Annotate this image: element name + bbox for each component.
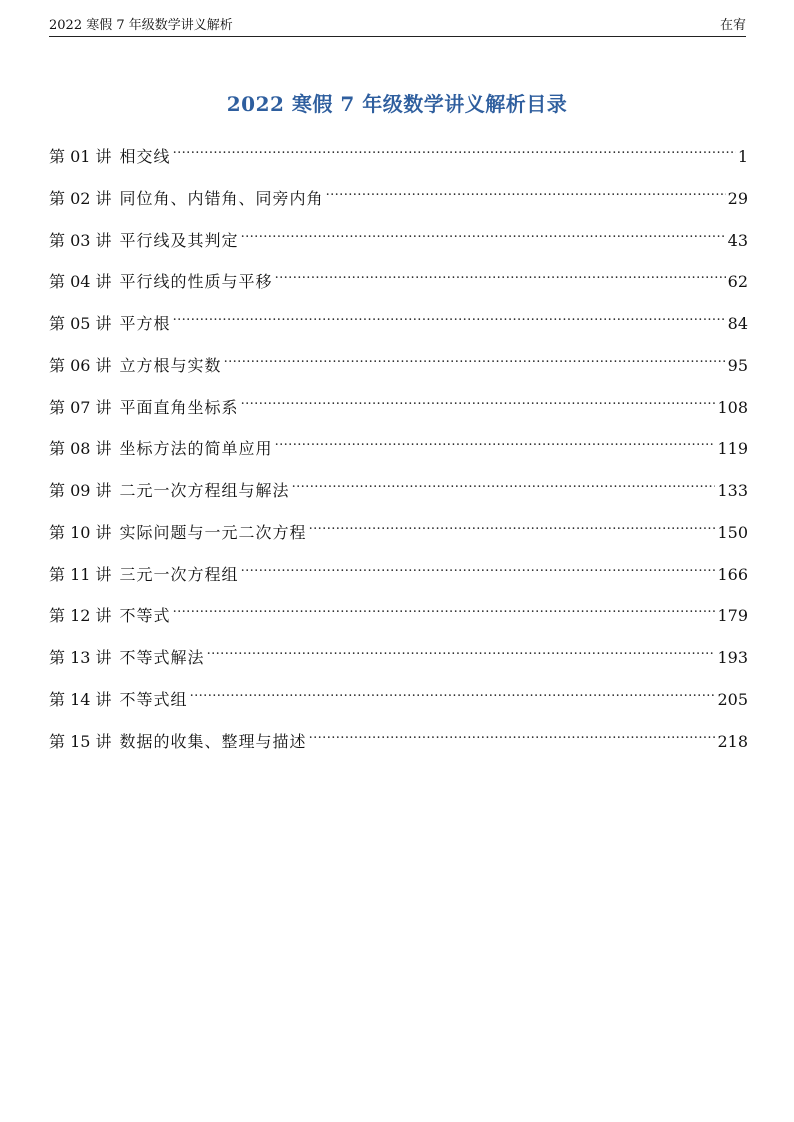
toc-entry[interactable] xyxy=(49,259,748,301)
toc-entry-title: 实际问题与一元二次方程 xyxy=(119,522,307,542)
toc-dot-leader xyxy=(207,635,716,663)
toc-entry-title: 坐标方法的简单应用 xyxy=(119,439,273,459)
toc-entry-title: 二元一次方程组与解法 xyxy=(119,481,290,500)
toc-entry-title: 不等式 xyxy=(119,606,171,626)
toc-dot-leader xyxy=(309,719,716,747)
toc-entry-number: 第 05 讲 xyxy=(49,314,112,333)
toc-entry-title: 平行线的性质与平移 xyxy=(119,272,273,292)
toc-dot-leader xyxy=(173,134,736,162)
toc-entry-title: 数据的收集、整理与描述 xyxy=(119,731,307,751)
header-document-title: 2022 寒假 7 年级数学讲义解析 xyxy=(49,18,233,33)
header-author: 在宥 xyxy=(719,18,746,33)
toc-dot-leader xyxy=(224,343,726,371)
toc-dot-leader xyxy=(241,218,726,246)
toc-entry-number: 第 03 讲 xyxy=(49,230,112,250)
toc-entry-number: 第 07 讲 xyxy=(49,397,112,417)
toc-entry[interactable] xyxy=(49,301,748,343)
toc-entry[interactable] xyxy=(49,468,748,510)
toc-entry-title: 平行线及其判定 xyxy=(119,230,239,250)
table-of-contents xyxy=(49,134,748,760)
toc-entry-page-number: 218 xyxy=(717,731,748,751)
toc-entry-page-number: 84 xyxy=(727,314,748,333)
toc-entry-page-number: 95 xyxy=(727,355,748,375)
toc-entry-title: 不等式解法 xyxy=(119,648,205,667)
toc-dot-leader xyxy=(241,552,716,580)
toc-dot-leader xyxy=(326,176,726,204)
toc-entry-title: 不等式组 xyxy=(119,689,188,709)
toc-dot-leader xyxy=(275,259,726,287)
toc-entry-page-number: 133 xyxy=(717,481,748,500)
toc-title: 2022 寒假 7 年级数学讲义解析目录 xyxy=(226,92,568,116)
toc-entry-number: 第 08 讲 xyxy=(49,439,112,459)
toc-dot-leader xyxy=(241,385,716,413)
toc-entry-title: 三元一次方程组 xyxy=(119,564,239,584)
toc-entry-title: 平面直角坐标系 xyxy=(119,397,239,417)
toc-entry-number: 第 04 讲 xyxy=(49,272,112,292)
toc-entry-page-number: 150 xyxy=(717,522,748,542)
toc-dot-leader xyxy=(190,677,716,705)
toc-entry-number: 第 15 讲 xyxy=(49,731,112,751)
toc-entry-number: 第 02 讲 xyxy=(49,188,112,208)
toc-entry[interactable] xyxy=(49,426,748,468)
toc-entry-title: 立方根与实数 xyxy=(119,355,222,375)
toc-entry-title: 平方根 xyxy=(119,314,171,333)
toc-dot-leader xyxy=(173,593,716,621)
toc-entry[interactable] xyxy=(49,677,748,719)
toc-entry-title: 相交线 xyxy=(119,147,171,166)
toc-entry-page-number: 166 xyxy=(717,564,748,584)
toc-entry[interactable] xyxy=(49,635,748,677)
toc-entry-page-number: 108 xyxy=(717,397,748,417)
toc-entry-number: 第 14 讲 xyxy=(49,689,112,709)
page-header xyxy=(49,14,746,37)
toc-entry[interactable] xyxy=(49,593,748,635)
toc-entry[interactable] xyxy=(49,218,748,260)
toc-entry-title: 同位角、内错角、同旁内角 xyxy=(119,188,324,208)
toc-dot-leader xyxy=(292,468,716,496)
toc-entry-page-number: 29 xyxy=(727,188,748,208)
toc-entry[interactable] xyxy=(49,719,748,761)
toc-entry-page-number: 179 xyxy=(717,606,748,626)
toc-entry-page-number: 62 xyxy=(727,272,748,292)
toc-entry-page-number: 1 xyxy=(737,147,748,166)
toc-entry-number: 第 01 讲 xyxy=(49,147,112,166)
toc-entry-page-number: 193 xyxy=(717,648,748,667)
toc-entry-number: 第 13 讲 xyxy=(49,648,112,667)
toc-entry[interactable] xyxy=(49,343,748,385)
toc-dot-leader xyxy=(309,510,716,538)
toc-entry-page-number: 119 xyxy=(717,439,748,459)
toc-dot-leader xyxy=(275,426,716,454)
toc-dot-leader xyxy=(173,301,726,329)
toc-entry-number: 第 12 讲 xyxy=(49,606,112,626)
toc-entry-number: 第 09 讲 xyxy=(49,481,112,500)
toc-entry-number: 第 10 讲 xyxy=(49,522,112,542)
toc-entry[interactable] xyxy=(49,385,748,427)
toc-entry[interactable] xyxy=(49,510,748,552)
toc-entry[interactable] xyxy=(49,134,748,176)
toc-entry-number: 第 06 讲 xyxy=(49,355,112,375)
toc-entry-page-number: 205 xyxy=(717,689,748,709)
toc-entry-number: 第 11 讲 xyxy=(49,564,112,584)
toc-entry-page-number: 43 xyxy=(727,230,748,250)
toc-entry[interactable] xyxy=(49,176,748,218)
toc-entry[interactable] xyxy=(49,552,748,594)
